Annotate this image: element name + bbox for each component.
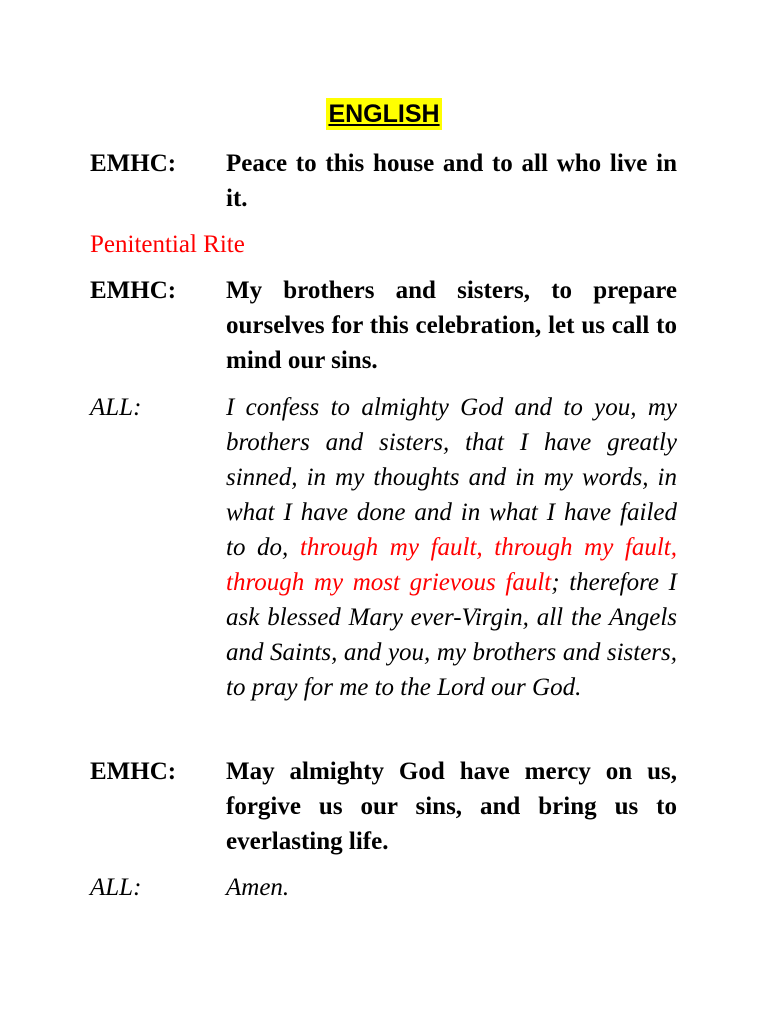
section-title: Penitential Rite [90, 231, 245, 258]
dialogue-entry-amen [90, 870, 677, 905]
heading-container [0, 98, 768, 130]
speaker-label: ALL: [90, 874, 142, 901]
speaker-label: EMHC: [90, 758, 177, 785]
speaker-label: EMHC: [90, 277, 177, 304]
speaker-label: EMHC: [90, 150, 177, 177]
entry-text: Amen. [226, 874, 290, 901]
dialogue-entry-absolution [90, 754, 677, 859]
confiteor-text-part1: I confess to almighty God and to you, my brothers and sisters, that I have greatly sinned, in my thoughts and in my words, in what I have done and in what I have failed to do, [226, 394, 677, 561]
page-heading: ENGLISH [328, 100, 440, 128]
confiteor-text-red: through my fault, through my fault, through my most grievous fault [226, 534, 677, 596]
entry-text: Peace to this house and to all who live in it. [226, 150, 677, 212]
dialogue-entry-greeting [90, 146, 677, 216]
speaker-label: ALL: [90, 394, 142, 421]
dialogue-entry-invitation [90, 273, 677, 378]
confiteor-text-part2: ; therefore I ask blessed Mary ever-Virgin, all the Angels and Saints, and you, my brothers and sisters, to pray for me to the Lord our God. [226, 569, 678, 701]
dialogue-entry-confiteor [90, 390, 677, 705]
entry-text: May almighty God have mercy on us, forgive us our sins, and bring us to everlasting life. [226, 758, 677, 855]
confiteor-text [226, 390, 677, 705]
entry-text: My brothers and sisters, to prepare ourselves for this celebration, let us call to mind our sins. [226, 277, 677, 374]
